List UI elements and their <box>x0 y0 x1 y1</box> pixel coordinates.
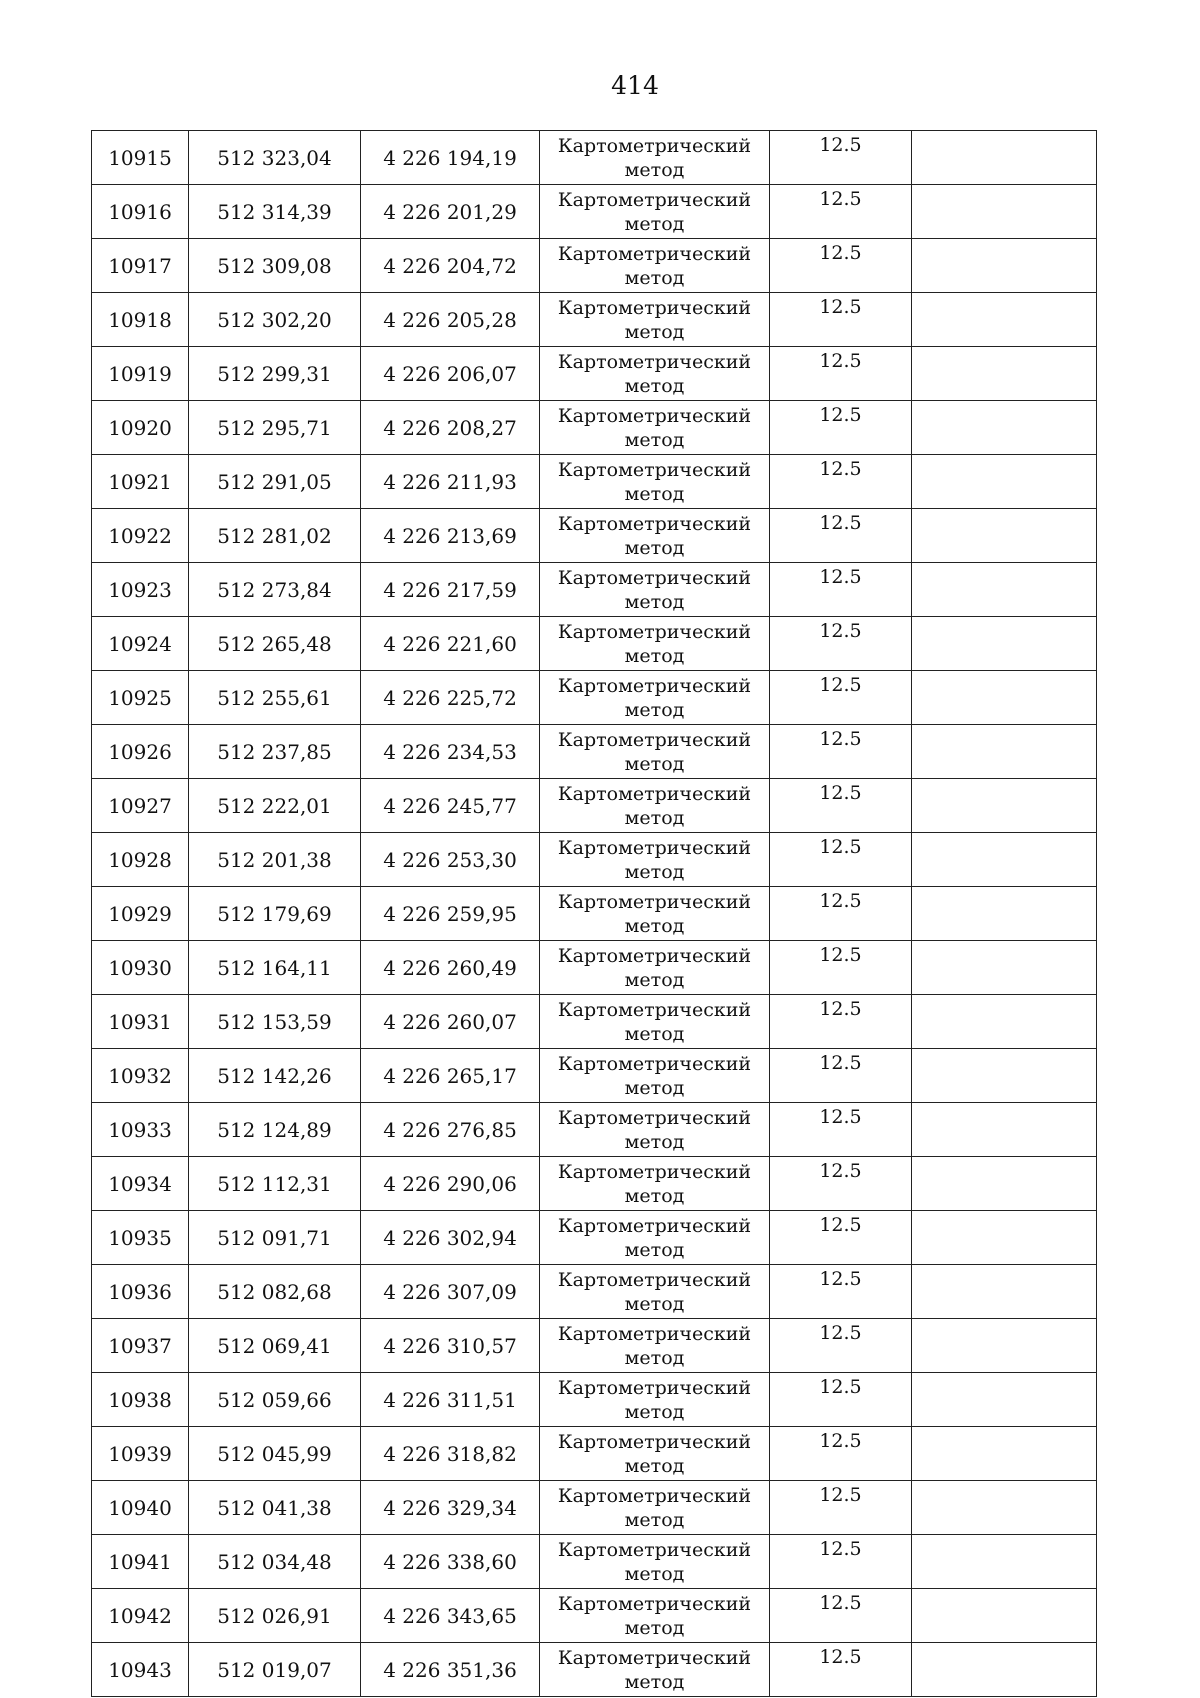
point-number-cell: 10942 <box>92 1589 189 1643</box>
note-cell <box>912 779 1097 833</box>
table-row <box>92 1211 1097 1265</box>
note-cell <box>912 1319 1097 1373</box>
point-number-cell: 10922 <box>92 509 189 563</box>
method-cell <box>540 1103 770 1157</box>
y-coordinate-cell: 4 226 204,72 <box>361 239 540 293</box>
note-cell <box>912 1373 1097 1427</box>
y-coordinate-cell: 4 226 194,19 <box>361 131 540 185</box>
method-cell <box>540 1589 770 1643</box>
point-number-cell: 10931 <box>92 995 189 1049</box>
method-cell <box>540 887 770 941</box>
note-cell <box>912 1049 1097 1103</box>
x-coordinate-cell: 512 045,99 <box>189 1427 361 1481</box>
y-coordinate-cell: 4 226 329,34 <box>361 1481 540 1535</box>
accuracy-cell: 12.5 <box>770 131 912 185</box>
accuracy-cell: 12.5 <box>770 239 912 293</box>
table-row <box>92 1103 1097 1157</box>
note-cell <box>912 455 1097 509</box>
x-coordinate-cell: 512 026,91 <box>189 1589 361 1643</box>
note-cell <box>912 617 1097 671</box>
table-row <box>92 509 1097 563</box>
note-cell <box>912 1103 1097 1157</box>
y-coordinate-cell: 4 226 311,51 <box>361 1373 540 1427</box>
x-coordinate-cell: 512 295,71 <box>189 401 361 455</box>
note-cell <box>912 887 1097 941</box>
x-coordinate-cell: 512 299,31 <box>189 347 361 401</box>
method-text: Картометрический метод <box>557 1376 752 1423</box>
method-text: Картометрический метод <box>557 890 752 937</box>
table-row <box>92 1049 1097 1103</box>
table-row <box>92 1589 1097 1643</box>
y-coordinate-cell: 4 226 211,93 <box>361 455 540 509</box>
note-cell <box>912 671 1097 725</box>
method-cell <box>540 563 770 617</box>
table-row <box>92 671 1097 725</box>
accuracy-cell: 12.5 <box>770 401 912 455</box>
accuracy-cell: 12.5 <box>770 617 912 671</box>
note-cell <box>912 239 1097 293</box>
point-number-cell: 10930 <box>92 941 189 995</box>
point-number-cell: 10928 <box>92 833 189 887</box>
point-number-cell: 10939 <box>92 1427 189 1481</box>
x-coordinate-cell: 512 323,04 <box>189 131 361 185</box>
y-coordinate-cell: 4 226 310,57 <box>361 1319 540 1373</box>
method-text: Картометрический метод <box>557 188 752 235</box>
accuracy-cell: 12.5 <box>770 1211 912 1265</box>
accuracy-cell: 12.5 <box>770 833 912 887</box>
note-cell <box>912 1535 1097 1589</box>
point-number-cell: 10916 <box>92 185 189 239</box>
y-coordinate-cell: 4 226 206,07 <box>361 347 540 401</box>
note-cell <box>912 293 1097 347</box>
x-coordinate-cell: 512 302,20 <box>189 293 361 347</box>
x-coordinate-cell: 512 314,39 <box>189 185 361 239</box>
note-cell <box>912 1589 1097 1643</box>
table-row <box>92 941 1097 995</box>
page-number: 414 <box>611 71 659 100</box>
y-coordinate-cell: 4 226 245,77 <box>361 779 540 833</box>
point-number-cell: 10941 <box>92 1535 189 1589</box>
method-text: Картометрический метод <box>557 1430 752 1477</box>
point-number-cell: 10936 <box>92 1265 189 1319</box>
x-coordinate-cell: 512 142,26 <box>189 1049 361 1103</box>
method-cell <box>540 779 770 833</box>
table-row <box>92 1535 1097 1589</box>
accuracy-cell: 12.5 <box>770 1319 912 1373</box>
point-number-cell: 10917 <box>92 239 189 293</box>
x-coordinate-cell: 512 273,84 <box>189 563 361 617</box>
method-text: Картометрический метод <box>557 512 752 559</box>
table-row <box>92 1157 1097 1211</box>
note-cell <box>912 833 1097 887</box>
method-text: Картометрический метод <box>557 944 752 991</box>
accuracy-cell: 12.5 <box>770 1103 912 1157</box>
x-coordinate-cell: 512 281,02 <box>189 509 361 563</box>
y-coordinate-cell: 4 226 205,28 <box>361 293 540 347</box>
accuracy-cell: 12.5 <box>770 1373 912 1427</box>
note-cell <box>912 347 1097 401</box>
method-cell <box>540 509 770 563</box>
coordinates-table <box>91 130 1097 1697</box>
y-coordinate-cell: 4 226 307,09 <box>361 1265 540 1319</box>
y-coordinate-cell: 4 226 253,30 <box>361 833 540 887</box>
accuracy-cell: 12.5 <box>770 185 912 239</box>
y-coordinate-cell: 4 226 217,59 <box>361 563 540 617</box>
method-cell <box>540 401 770 455</box>
point-number-cell: 10925 <box>92 671 189 725</box>
point-number-cell: 10926 <box>92 725 189 779</box>
x-coordinate-cell: 512 222,01 <box>189 779 361 833</box>
method-cell <box>540 671 770 725</box>
table-row <box>92 725 1097 779</box>
y-coordinate-cell: 4 226 343,65 <box>361 1589 540 1643</box>
table-row <box>92 1643 1097 1697</box>
x-coordinate-cell: 512 112,31 <box>189 1157 361 1211</box>
method-cell <box>540 1535 770 1589</box>
y-coordinate-cell: 4 226 265,17 <box>361 1049 540 1103</box>
method-cell <box>540 239 770 293</box>
method-text: Картометрический метод <box>557 134 752 181</box>
accuracy-cell: 12.5 <box>770 347 912 401</box>
note-cell <box>912 1211 1097 1265</box>
x-coordinate-cell: 512 069,41 <box>189 1319 361 1373</box>
point-number-cell: 10940 <box>92 1481 189 1535</box>
accuracy-cell: 12.5 <box>770 779 912 833</box>
table-row <box>92 779 1097 833</box>
x-coordinate-cell: 512 255,61 <box>189 671 361 725</box>
method-cell <box>540 1157 770 1211</box>
y-coordinate-cell: 4 226 318,82 <box>361 1427 540 1481</box>
accuracy-cell: 12.5 <box>770 1427 912 1481</box>
method-cell <box>540 131 770 185</box>
accuracy-cell: 12.5 <box>770 1535 912 1589</box>
table-row <box>92 1481 1097 1535</box>
note-cell <box>912 941 1097 995</box>
point-number-cell: 10919 <box>92 347 189 401</box>
method-text: Картометрический метод <box>557 1268 752 1315</box>
point-number-cell: 10933 <box>92 1103 189 1157</box>
table-row <box>92 347 1097 401</box>
method-text: Картометрический метод <box>557 242 752 289</box>
method-text: Картометрический метод <box>557 674 752 721</box>
point-number-cell: 10937 <box>92 1319 189 1373</box>
y-coordinate-cell: 4 226 276,85 <box>361 1103 540 1157</box>
x-coordinate-cell: 512 041,38 <box>189 1481 361 1535</box>
note-cell <box>912 131 1097 185</box>
method-cell <box>540 455 770 509</box>
point-number-cell: 10929 <box>92 887 189 941</box>
point-number-cell: 10921 <box>92 455 189 509</box>
method-text: Картометрический метод <box>557 1322 752 1369</box>
x-coordinate-cell: 512 237,85 <box>189 725 361 779</box>
table-row <box>92 185 1097 239</box>
x-coordinate-cell: 512 124,89 <box>189 1103 361 1157</box>
point-number-cell: 10918 <box>92 293 189 347</box>
note-cell <box>912 563 1097 617</box>
x-coordinate-cell: 512 309,08 <box>189 239 361 293</box>
point-number-cell: 10923 <box>92 563 189 617</box>
method-text: Картометрический метод <box>557 1052 752 1099</box>
method-text: Картометрический метод <box>557 1484 752 1531</box>
method-cell <box>540 347 770 401</box>
method-cell <box>540 1049 770 1103</box>
x-coordinate-cell: 512 291,05 <box>189 455 361 509</box>
note-cell <box>912 401 1097 455</box>
y-coordinate-cell: 4 226 260,49 <box>361 941 540 995</box>
table-body <box>92 131 1097 1697</box>
x-coordinate-cell: 512 034,48 <box>189 1535 361 1589</box>
method-cell <box>540 1265 770 1319</box>
method-cell <box>540 1211 770 1265</box>
table-row <box>92 563 1097 617</box>
method-cell <box>540 617 770 671</box>
accuracy-cell: 12.5 <box>770 887 912 941</box>
table-row <box>92 1373 1097 1427</box>
y-coordinate-cell: 4 226 338,60 <box>361 1535 540 1589</box>
point-number-cell: 10943 <box>92 1643 189 1697</box>
y-coordinate-cell: 4 226 290,06 <box>361 1157 540 1211</box>
y-coordinate-cell: 4 226 225,72 <box>361 671 540 725</box>
accuracy-cell: 12.5 <box>770 1643 912 1697</box>
method-text: Картометрический метод <box>557 350 752 397</box>
accuracy-cell: 12.5 <box>770 455 912 509</box>
table-row <box>92 455 1097 509</box>
method-text: Картометрический метод <box>557 782 752 829</box>
x-coordinate-cell: 512 059,66 <box>189 1373 361 1427</box>
table-row <box>92 131 1097 185</box>
method-cell <box>540 941 770 995</box>
note-cell <box>912 1427 1097 1481</box>
table-row <box>92 887 1097 941</box>
point-number-cell: 10932 <box>92 1049 189 1103</box>
accuracy-cell: 12.5 <box>770 725 912 779</box>
accuracy-cell: 12.5 <box>770 1265 912 1319</box>
accuracy-cell: 12.5 <box>770 509 912 563</box>
method-text: Картометрический метод <box>557 620 752 667</box>
method-cell <box>540 833 770 887</box>
y-coordinate-cell: 4 226 259,95 <box>361 887 540 941</box>
point-number-cell: 10935 <box>92 1211 189 1265</box>
method-cell <box>540 293 770 347</box>
table-row <box>92 833 1097 887</box>
accuracy-cell: 12.5 <box>770 1589 912 1643</box>
table-row <box>92 239 1097 293</box>
x-coordinate-cell: 512 164,11 <box>189 941 361 995</box>
note-cell <box>912 185 1097 239</box>
method-text: Картометрический метод <box>557 404 752 451</box>
point-number-cell: 10927 <box>92 779 189 833</box>
method-cell <box>540 995 770 1049</box>
note-cell <box>912 1643 1097 1697</box>
table-row <box>92 293 1097 347</box>
method-text: Картометрический метод <box>557 296 752 343</box>
method-text: Картометрический метод <box>557 1106 752 1153</box>
accuracy-cell: 12.5 <box>770 671 912 725</box>
accuracy-cell: 12.5 <box>770 1481 912 1535</box>
y-coordinate-cell: 4 226 234,53 <box>361 725 540 779</box>
method-cell <box>540 1319 770 1373</box>
method-text: Картометрический метод <box>557 998 752 1045</box>
method-text: Картометрический метод <box>557 1214 752 1261</box>
y-coordinate-cell: 4 226 201,29 <box>361 185 540 239</box>
note-cell <box>912 509 1097 563</box>
method-cell <box>540 1643 770 1697</box>
x-coordinate-cell: 512 153,59 <box>189 995 361 1049</box>
table-row <box>92 617 1097 671</box>
method-cell <box>540 725 770 779</box>
table-row <box>92 401 1097 455</box>
x-coordinate-cell: 512 179,69 <box>189 887 361 941</box>
accuracy-cell: 12.5 <box>770 941 912 995</box>
table-row <box>92 995 1097 1049</box>
accuracy-cell: 12.5 <box>770 563 912 617</box>
accuracy-cell: 12.5 <box>770 293 912 347</box>
table-row <box>92 1427 1097 1481</box>
note-cell <box>912 995 1097 1049</box>
method-text: Картометрический метод <box>557 1538 752 1585</box>
point-number-cell: 10924 <box>92 617 189 671</box>
point-number-cell: 10920 <box>92 401 189 455</box>
x-coordinate-cell: 512 201,38 <box>189 833 361 887</box>
y-coordinate-cell: 4 226 221,60 <box>361 617 540 671</box>
method-cell <box>540 1481 770 1535</box>
point-number-cell: 10915 <box>92 131 189 185</box>
note-cell <box>912 1265 1097 1319</box>
point-number-cell: 10938 <box>92 1373 189 1427</box>
x-coordinate-cell: 512 019,07 <box>189 1643 361 1697</box>
y-coordinate-cell: 4 226 351,36 <box>361 1643 540 1697</box>
method-text: Картометрический метод <box>557 1592 752 1639</box>
note-cell <box>912 1157 1097 1211</box>
y-coordinate-cell: 4 226 208,27 <box>361 401 540 455</box>
method-cell <box>540 185 770 239</box>
point-number-cell: 10934 <box>92 1157 189 1211</box>
accuracy-cell: 12.5 <box>770 1049 912 1103</box>
method-text: Картометрический метод <box>557 728 752 775</box>
table-row <box>92 1319 1097 1373</box>
x-coordinate-cell: 512 082,68 <box>189 1265 361 1319</box>
method-text: Картометрический метод <box>557 1160 752 1207</box>
table-row <box>92 1265 1097 1319</box>
method-cell <box>540 1373 770 1427</box>
method-cell <box>540 1427 770 1481</box>
note-cell <box>912 725 1097 779</box>
accuracy-cell: 12.5 <box>770 1157 912 1211</box>
y-coordinate-cell: 4 226 302,94 <box>361 1211 540 1265</box>
x-coordinate-cell: 512 091,71 <box>189 1211 361 1265</box>
method-text: Картометрический метод <box>557 458 752 505</box>
y-coordinate-cell: 4 226 213,69 <box>361 509 540 563</box>
y-coordinate-cell: 4 226 260,07 <box>361 995 540 1049</box>
x-coordinate-cell: 512 265,48 <box>189 617 361 671</box>
accuracy-cell: 12.5 <box>770 995 912 1049</box>
method-text: Картометрический метод <box>557 566 752 613</box>
note-cell <box>912 1481 1097 1535</box>
method-text: Картометрический метод <box>557 1646 752 1693</box>
method-text: Картометрический метод <box>557 836 752 883</box>
